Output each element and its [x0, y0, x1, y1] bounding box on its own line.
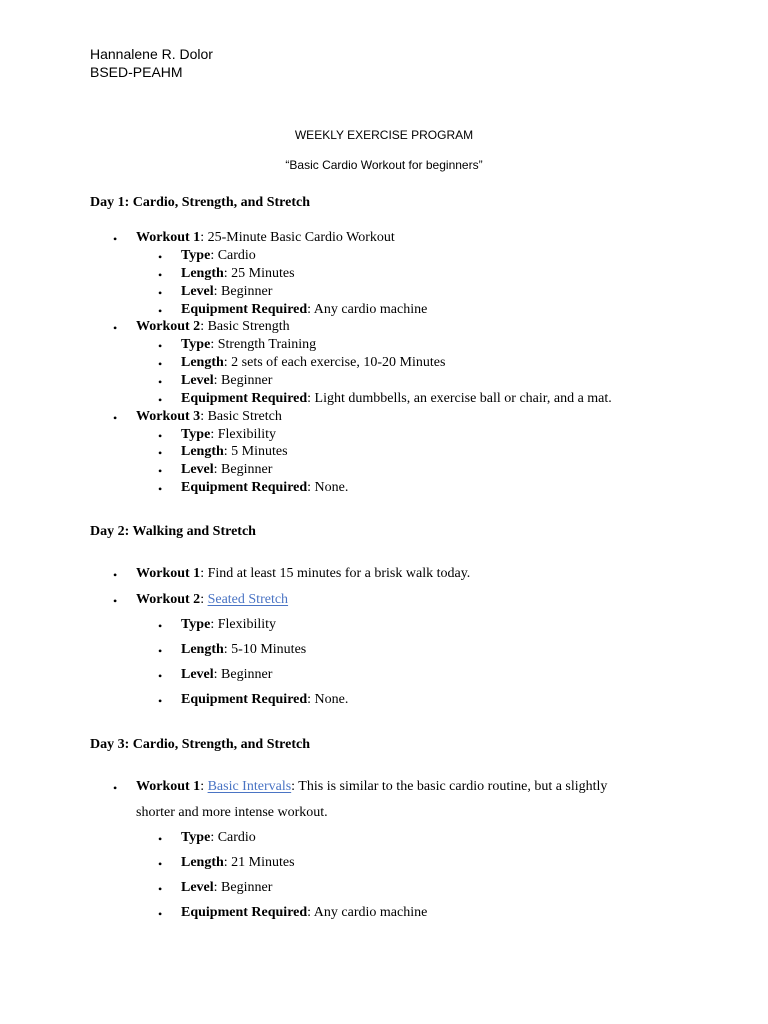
- basic-intervals-link[interactable]: Basic Intervals: [207, 779, 292, 794]
- bullet-icon: •: [158, 357, 163, 371]
- bullet-icon: •: [158, 339, 163, 353]
- day2-workout2: Workout 2: Seated Stretch: [136, 592, 289, 607]
- document-subtitle: “Basic Cardio Workout for beginners”: [285, 158, 483, 172]
- bullet-icon: •: [158, 446, 163, 460]
- day3-w1-level: Level: Beginner: [181, 880, 273, 895]
- day3-w1-equipment: Equipment Required: Any cardio machine: [181, 905, 428, 920]
- seated-stretch-link[interactable]: Seated Stretch: [207, 592, 289, 607]
- bullet-icon: •: [158, 286, 163, 300]
- day2-w2-type: Type: Flexibility: [181, 617, 277, 632]
- day1-w1-type: Type: Cardio: [181, 248, 256, 263]
- day2-w2-length: Length: 5-10 Minutes: [181, 642, 307, 657]
- bullet-icon: •: [158, 669, 163, 683]
- day1-w2-level: Level: Beginner: [181, 373, 273, 388]
- bullet-icon: •: [158, 482, 163, 496]
- day2-w2-level: Level: Beginner: [181, 667, 273, 682]
- bullet-icon: •: [158, 375, 163, 389]
- day1-workout3: Workout 3: Basic Stretch: [136, 409, 282, 424]
- day1-workout2: Workout 2: Basic Strength: [136, 319, 290, 334]
- bullet-icon: •: [113, 594, 118, 608]
- author-name: Hannalene R. Dolor: [90, 46, 213, 62]
- bullet-icon: •: [158, 250, 163, 264]
- day1-w3-equipment: Equipment Required: None.: [181, 480, 349, 495]
- bullet-icon: •: [113, 411, 118, 425]
- day1-w1-level: Level: Beginner: [181, 284, 273, 299]
- day2-heading: Day 2: Walking and Stretch: [90, 524, 256, 539]
- day1-w2-length: Length: 2 sets of each exercise, 10-20 Minutes: [181, 355, 446, 370]
- document-title: WEEKLY EXERCISE PROGRAM: [294, 128, 474, 142]
- bullet-icon: •: [113, 568, 118, 582]
- bullet-icon: •: [158, 393, 163, 407]
- day3-workout1-continuation: shorter and more intense workout.: [136, 805, 328, 820]
- bullet-icon: •: [113, 321, 118, 335]
- bullet-icon: •: [158, 268, 163, 282]
- day1-w3-level: Level: Beginner: [181, 462, 273, 477]
- day2-w2-equipment: Equipment Required: None.: [181, 692, 349, 707]
- day1-w1-equipment: Equipment Required: Any cardio machine: [181, 302, 428, 317]
- bullet-icon: •: [158, 857, 163, 871]
- day3-w1-type: Type: Cardio: [181, 830, 256, 845]
- bullet-icon: •: [158, 429, 163, 443]
- day3-w1-length: Length: 21 Minutes: [181, 855, 295, 870]
- day1-w3-length: Length: 5 Minutes: [181, 444, 288, 459]
- bullet-icon: •: [113, 781, 118, 795]
- bullet-icon: •: [158, 882, 163, 896]
- bullet-icon: •: [158, 304, 163, 318]
- bullet-icon: •: [158, 619, 163, 633]
- day1-w2-equipment: Equipment Required: Light dumbbells, an exercise ball or chair, and a mat.: [181, 391, 612, 406]
- bullet-icon: •: [158, 907, 163, 921]
- day3-workout1: Workout 1: Basic Intervals: This is similar to the basic cardio routine, but a slightly: [136, 779, 608, 794]
- bullet-icon: •: [158, 694, 163, 708]
- day1-workout1: Workout 1: 25-Minute Basic Cardio Workout: [136, 230, 395, 245]
- day2-workout1: Workout 1: Find at least 15 minutes for a brisk walk today.: [136, 566, 471, 581]
- day1-w2-type: Type: Strength Training: [181, 337, 317, 352]
- day1-w1-length: Length: 25 Minutes: [181, 266, 295, 281]
- day3-heading: Day 3: Cardio, Strength, and Stretch: [90, 737, 310, 752]
- day1-w3-type: Type: Flexibility: [181, 427, 277, 442]
- day1-heading: Day 1: Cardio, Strength, and Stretch: [90, 195, 310, 210]
- bullet-icon: •: [113, 232, 118, 246]
- bullet-icon: •: [158, 644, 163, 658]
- bullet-icon: •: [158, 464, 163, 478]
- bullet-icon: •: [158, 832, 163, 846]
- program-name: BSED-PEAHM: [90, 64, 183, 80]
